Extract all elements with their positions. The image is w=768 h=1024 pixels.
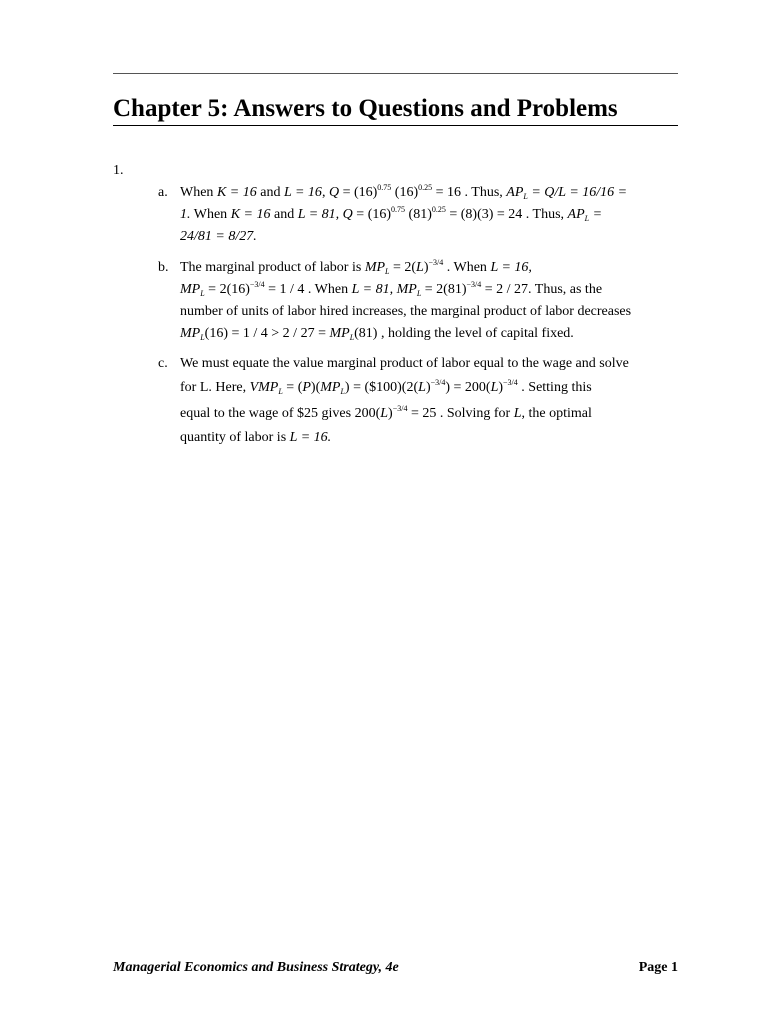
answer-line: $MP_L(16) = 1 / 4 > 2 / 27 = MP_L(81)$ , holding the level of capital fixed. [180,326,574,342]
answer-line: for L. Here, $VMP_L = (P)(MP_L)$ = $(\$100)(2(L)^{-3/4}) = 200(L)^{-3/4}$ . Setting this [180,378,592,396]
answer-line: equal to the wage of $25 gives $200(L)^{-3/4} = 25$ . Solving for L, the optimal [180,404,592,421]
header-rule [113,73,678,74]
title-underline [113,125,678,126]
page-number: Page 1 [638,960,678,975]
answer-line: When K = 16 and L = 16, $Q = (16)^{0.75}$ $(16)^{0.25} = 16$ . Thus, $AP_L = Q/L = 16/16$ = [180,183,628,201]
answer-line: quantity of labor is L = 16. [180,430,332,445]
answer-line: $MP_L = 2(16)^{-3/4} = 1 / 4$ . When L = 81, $MP_L = 2(81)^{-3/4} = 2 / 27$. Thus, as the [180,280,603,298]
question-number: 1. [113,163,124,178]
answer-line: The marginal product of labor is $MP_L = 2(L)^{-3/4}$ . When L = 16, [180,258,532,276]
answer-text [180,353,678,449]
answer-line: We must equate the value marginal product of labor equal to the wage and solve [180,356,629,371]
answer-line: 1. When K = 16 and L = 81, $Q = (16)^{0.75}$ $(81)^{0.25} = (8)(3) = 24$ . Thus, $AP_L$ = [180,205,603,223]
item-marker: b. [158,260,169,275]
answer-text [180,257,678,345]
book-title: Managerial Economics and Business Strategy, 4e [113,960,399,975]
page-title: Chapter 5: Answers to Questions and Problems [113,95,618,122]
answer-text [180,182,678,248]
answer-line: number of units of labor hired increases, the marginal product of labor decreases [180,304,632,319]
item-marker: a. [158,185,168,200]
answer-line: 24/81 = 8/27. [180,229,257,244]
item-marker: c. [158,356,168,371]
